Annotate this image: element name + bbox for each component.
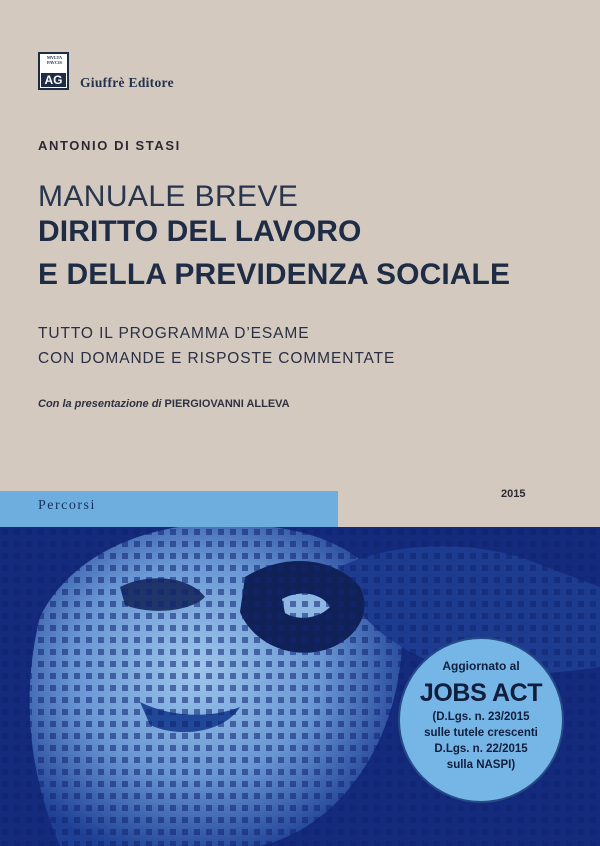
- presentation-prefix: Con la presentazione: [38, 398, 149, 410]
- title-line-1: DIRITTO DEL LAVORO: [38, 215, 362, 248]
- series-label: Percorsi: [38, 498, 96, 513]
- badge-line-4: sulla NASPI): [446, 759, 516, 771]
- author-name: ANTONIO DI STASI: [38, 138, 181, 153]
- jobs-act-badge: [398, 637, 564, 803]
- badge-line-1: (D.Lgs. n. 23/2015: [432, 711, 530, 723]
- badge-line-3: D.Lgs. n. 22/2015: [434, 743, 528, 755]
- title-line-2: E DELLA PREVIDENZA SOCIALE: [38, 258, 511, 291]
- subtitle-line-1: TUTTO IL PROGRAMMA D’ESAME: [38, 325, 310, 342]
- badge-intro: Aggiornato al: [442, 659, 520, 673]
- subtitle-line-2: CON DOMANDE E RISPOSTE COMMENTATE: [38, 350, 396, 367]
- publisher-name: Giuffrè Editore: [80, 75, 174, 90]
- logo-mark: AG: [41, 73, 66, 87]
- logo-motto: MVLTA PAVCIS: [46, 55, 63, 65]
- badge-headline: JOBS ACT: [419, 679, 543, 707]
- publication-year: 2015: [501, 488, 526, 500]
- book-series-title: MANUALE BREVE: [38, 180, 299, 213]
- publisher-logo: [38, 52, 69, 90]
- badge-line-2: sulle tutele crescenti: [424, 727, 538, 739]
- presenter-name: PIERGIOVANNI ALLEVA: [164, 398, 290, 410]
- presentation-joiner: di: [151, 398, 162, 410]
- presentation-credit: [38, 398, 290, 410]
